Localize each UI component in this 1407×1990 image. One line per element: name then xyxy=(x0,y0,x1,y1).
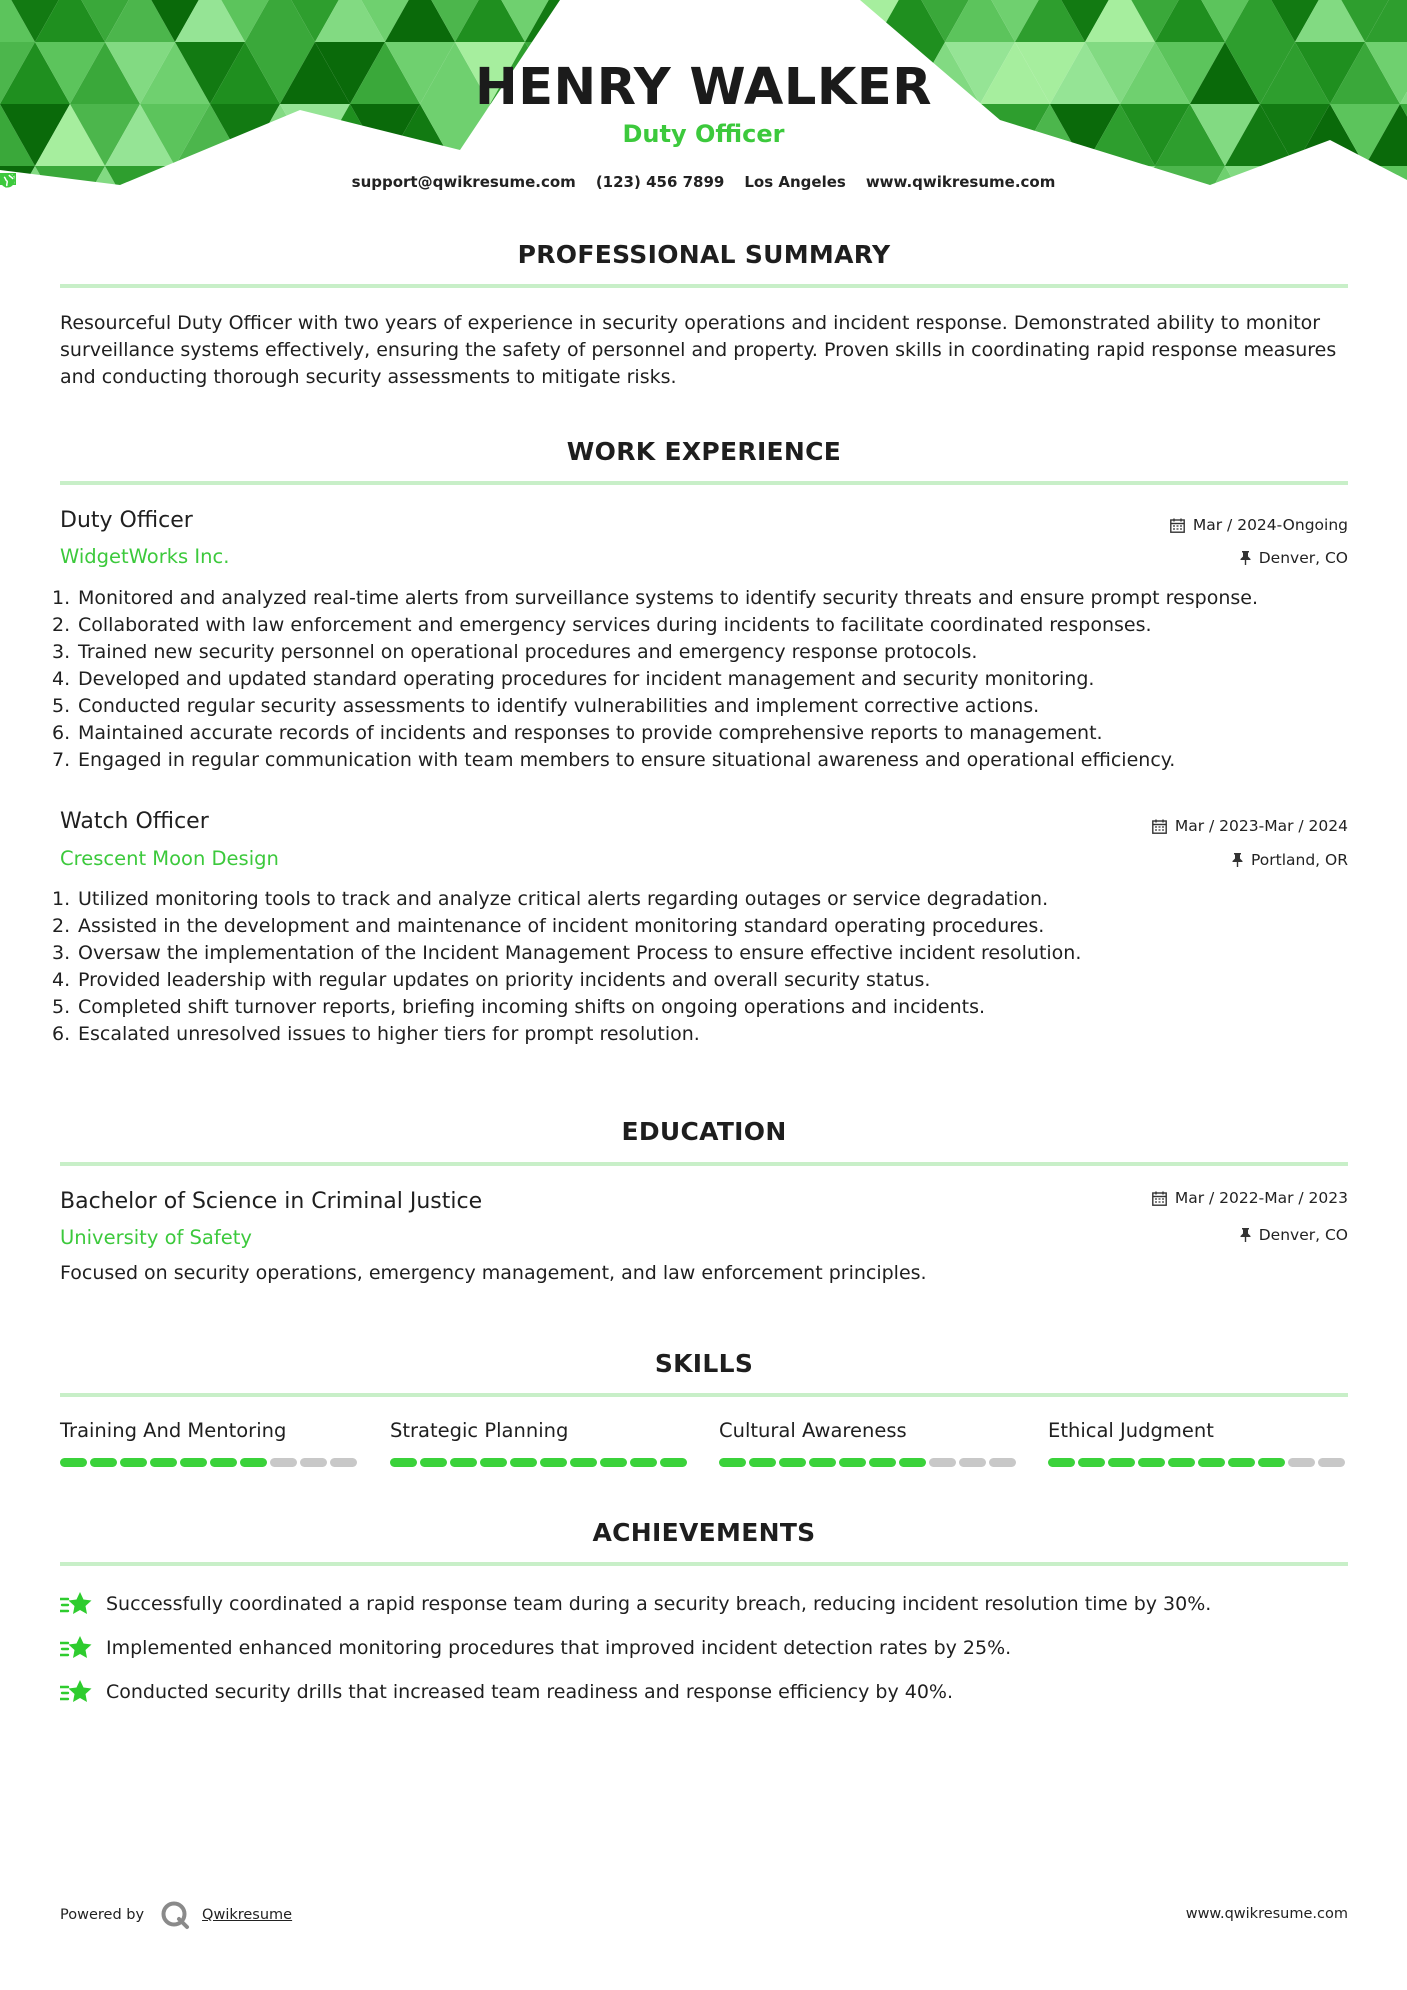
job-dates-text: Mar / 2023-Mar / 2024 xyxy=(1174,817,1348,835)
bullet-text: Maintained accurate records of incidents and responses to provide comprehensive reports to management. xyxy=(78,722,1103,744)
education-description: Focused on security operations, emergency management, and law enforcement principles. xyxy=(60,1262,927,1284)
section-divider xyxy=(60,1393,1348,1397)
job-title: Duty Officer xyxy=(60,508,193,533)
bullet-item xyxy=(52,585,1372,612)
rating-segment-filled xyxy=(719,1458,746,1467)
contact-website[interactable] xyxy=(866,173,1056,191)
skill-rating-bar xyxy=(60,1458,360,1467)
bullet-item xyxy=(52,967,1372,994)
rating-segment-empty xyxy=(270,1458,297,1467)
bullet-number: 6. xyxy=(52,722,71,744)
rating-segment-filled xyxy=(839,1458,866,1467)
skill-name: Strategic Planning xyxy=(390,1419,569,1442)
contact-phone-text: (123) 456 7899 xyxy=(595,173,725,191)
section-divider xyxy=(60,1562,1348,1566)
rating-segment-filled xyxy=(1168,1458,1195,1467)
section-divider xyxy=(60,284,1348,288)
skill-item xyxy=(60,1419,360,1467)
bullet-item xyxy=(52,913,1372,940)
bullet-number: 4. xyxy=(52,668,71,690)
rating-segment-filled xyxy=(749,1458,776,1467)
skill-name: Cultural Awareness xyxy=(719,1419,907,1442)
globe-icon xyxy=(0,173,15,188)
bullet-text: Assisted in the development and maintenance of incident monitoring standard operating procedures. xyxy=(78,915,1045,937)
bullet-text: Engaged in regular communication with team members to ensure situational awareness and operational efficiency. xyxy=(78,749,1176,771)
contact-email[interactable] xyxy=(352,173,576,191)
section-title-experience: WORK EXPERIENCE xyxy=(566,437,842,466)
job-dates-text: Mar / 2024-Ongoing xyxy=(1192,516,1348,534)
calendar-icon xyxy=(1152,1191,1167,1206)
job-location xyxy=(1232,851,1348,869)
rating-segment-filled xyxy=(1138,1458,1165,1467)
pushpin-icon xyxy=(1240,1228,1251,1242)
achievement-text: Successfully coordinated a rapid response team during a security breach, reducing incident resolution time by 30%. xyxy=(106,1593,1212,1615)
skill-name: Training And Mentoring xyxy=(60,1419,287,1442)
rating-segment-filled xyxy=(899,1458,926,1467)
shooting-star-icon xyxy=(60,1634,94,1662)
education-dates xyxy=(1152,1189,1348,1207)
contact-website-text: www.qwikresume.com xyxy=(865,173,1056,191)
rating-segment-filled xyxy=(540,1458,567,1467)
achievement-text: Conducted security drills that increased team readiness and response efficiency by 40%. xyxy=(106,1681,954,1703)
job-dates xyxy=(1170,516,1348,534)
rating-segment-filled xyxy=(869,1458,896,1467)
contact-phone[interactable] xyxy=(596,173,725,191)
contact-bar xyxy=(0,173,1407,191)
education-degree: Bachelor of Science in Criminal Justice xyxy=(60,1189,483,1214)
achievement-text: Implemented enhanced monitoring procedures that improved incident detection rates by 25%. xyxy=(106,1637,1012,1659)
skill-item xyxy=(719,1419,1019,1467)
contact-location xyxy=(744,173,845,191)
skill-name: Ethical Judgment xyxy=(1048,1419,1214,1442)
bullet-text: Trained new security personnel on operational procedures and emergency response protocols. xyxy=(78,641,978,663)
bullet-number: 3. xyxy=(52,641,71,663)
bullet-text: Completed shift turnover reports, briefing incoming shifts on ongoing operations and incidents. xyxy=(78,996,986,1018)
contact-location-text: Los Angeles xyxy=(744,173,846,191)
education-location xyxy=(1240,1226,1348,1244)
bullet-number: 5. xyxy=(52,695,71,717)
header-banner xyxy=(0,0,1407,200)
bullet-number: 1. xyxy=(52,587,71,609)
bullet-number: 3. xyxy=(52,942,71,964)
skill-rating-bar xyxy=(1048,1458,1348,1467)
footer-url[interactable]: www.qwikresume.com xyxy=(1185,1906,1348,1922)
section-title-education: EDUCATION xyxy=(621,1117,787,1146)
bullet-item xyxy=(52,693,1372,720)
bullet-text: Monitored and analyzed real-time alerts from surveillance systems to identify security threats and ensure prompt response. xyxy=(78,587,1259,609)
section-title-skills: SKILLS xyxy=(654,1349,754,1378)
shooting-star-icon xyxy=(60,1590,94,1618)
bullet-text: Utilized monitoring tools to track and analyze critical alerts regarding outages or service degradation. xyxy=(78,888,1049,910)
job-location xyxy=(1240,549,1348,567)
rating-segment-filled xyxy=(510,1458,537,1467)
rating-segment-filled xyxy=(600,1458,627,1467)
bullet-item xyxy=(52,940,1372,967)
bullet-item xyxy=(52,994,1372,1021)
rating-segment-filled xyxy=(240,1458,267,1467)
rating-segment-empty xyxy=(959,1458,986,1467)
rating-segment-empty xyxy=(989,1458,1016,1467)
rating-segment-filled xyxy=(420,1458,447,1467)
skill-rating-bar xyxy=(390,1458,690,1467)
bullet-number: 2. xyxy=(52,915,71,937)
rating-segment-filled xyxy=(809,1458,836,1467)
bullet-text: Collaborated with law enforcement and emergency services during incidents to facilitate coordinated responses. xyxy=(78,614,1152,636)
bullet-item xyxy=(52,666,1372,693)
rating-segment-filled xyxy=(390,1458,417,1467)
qwikresume-logo-icon xyxy=(160,1900,190,1930)
pushpin-icon xyxy=(1240,551,1251,565)
shooting-star-icon xyxy=(60,1678,94,1706)
section-title-summary: PROFESSIONAL SUMMARY xyxy=(517,240,891,269)
rating-segment-filled xyxy=(60,1458,87,1467)
rating-segment-filled xyxy=(570,1458,597,1467)
bullet-item xyxy=(52,639,1372,666)
job-location-text: Portland, OR xyxy=(1250,851,1348,869)
job-bullets xyxy=(52,886,1372,1048)
rating-segment-filled xyxy=(1078,1458,1105,1467)
powered-by-label: Powered by xyxy=(60,1907,145,1923)
calendar-icon xyxy=(1170,518,1185,533)
job-bullets xyxy=(52,585,1372,774)
rating-segment-filled xyxy=(180,1458,207,1467)
job-title: Watch Officer xyxy=(60,809,209,834)
rating-segment-empty xyxy=(1318,1458,1345,1467)
rating-segment-filled xyxy=(1198,1458,1225,1467)
rating-segment-filled xyxy=(90,1458,117,1467)
bullet-item xyxy=(52,720,1372,747)
bullet-text: Oversaw the implementation of the Incident Management Process to ensure effective incident resolution. xyxy=(78,942,1082,964)
rating-segment-filled xyxy=(1228,1458,1255,1467)
rating-segment-empty xyxy=(300,1458,327,1467)
bullet-number: 1. xyxy=(52,888,71,910)
bullet-text: Developed and updated standard operating procedures for incident management and security monitoring. xyxy=(78,668,1095,690)
education-school: University of Safety xyxy=(60,1226,252,1249)
footer-powered-by xyxy=(60,1900,292,1930)
education-location-text: Denver, CO xyxy=(1258,1226,1348,1244)
brand-link[interactable]: Qwikresume xyxy=(202,1907,293,1923)
rating-segment-filled xyxy=(1048,1458,1075,1467)
achievement-item xyxy=(60,1634,1011,1662)
summary-text: Resourceful Duty Officer with two years of experience in security operations and incident response. Demonstrated ability to monitor surveillance systems effectively, ensuring the safety of personnel and property. Proven skills in coordinating rapid response measures and conducting thorough security assessments to mitigate risks. xyxy=(60,312,1337,388)
skill-rating-bar xyxy=(719,1458,1019,1467)
candidate-name: HENRY WALKER xyxy=(475,58,932,117)
bullet-text: Provided leadership with regular updates on priority incidents and overall security status. xyxy=(78,969,931,991)
bullet-item xyxy=(52,747,1372,774)
pushpin-icon xyxy=(1232,853,1243,867)
skill-item xyxy=(390,1419,690,1467)
rating-segment-filled xyxy=(660,1458,687,1467)
job-dates xyxy=(1152,817,1348,835)
rating-segment-empty xyxy=(330,1458,357,1467)
bullet-text: Conducted regular security assessments to identify vulnerabilities and implement corrective actions. xyxy=(78,695,1040,717)
rating-segment-filled xyxy=(1258,1458,1285,1467)
bullet-number: 5. xyxy=(52,996,71,1018)
bullet-number: 6. xyxy=(52,1023,71,1045)
skill-item xyxy=(1048,1419,1348,1467)
bullet-number: 2. xyxy=(52,614,71,636)
job-company: WidgetWorks Inc. xyxy=(60,545,230,568)
bullet-number: 7. xyxy=(52,749,71,771)
rating-segment-empty xyxy=(929,1458,956,1467)
contact-email-text: support@qwikresume.com xyxy=(351,173,576,191)
rating-segment-empty xyxy=(1288,1458,1315,1467)
rating-segment-filled xyxy=(210,1458,237,1467)
achievement-item xyxy=(60,1678,953,1706)
bullet-number: 4. xyxy=(52,969,71,991)
bullet-item xyxy=(52,886,1372,913)
bullet-text: Escalated unresolved issues to higher tiers for prompt resolution. xyxy=(78,1023,700,1045)
achievement-item xyxy=(60,1590,1211,1618)
job-company: Crescent Moon Design xyxy=(60,847,279,870)
rating-segment-filled xyxy=(120,1458,147,1467)
rating-segment-filled xyxy=(150,1458,177,1467)
calendar-icon xyxy=(1152,819,1167,834)
rating-segment-filled xyxy=(450,1458,477,1467)
bullet-item xyxy=(52,612,1372,639)
section-divider xyxy=(60,1162,1348,1166)
rating-segment-filled xyxy=(779,1458,806,1467)
section-title-achievements: ACHIEVEMENTS xyxy=(592,1518,816,1547)
rating-segment-filled xyxy=(1108,1458,1135,1467)
rating-segment-filled xyxy=(480,1458,507,1467)
rating-segment-filled xyxy=(630,1458,657,1467)
education-dates-text: Mar / 2022-Mar / 2023 xyxy=(1174,1189,1348,1207)
bullet-item xyxy=(52,1021,1372,1048)
job-location-text: Denver, CO xyxy=(1258,549,1348,567)
candidate-role: Duty Officer xyxy=(622,120,785,148)
section-divider xyxy=(60,481,1348,485)
